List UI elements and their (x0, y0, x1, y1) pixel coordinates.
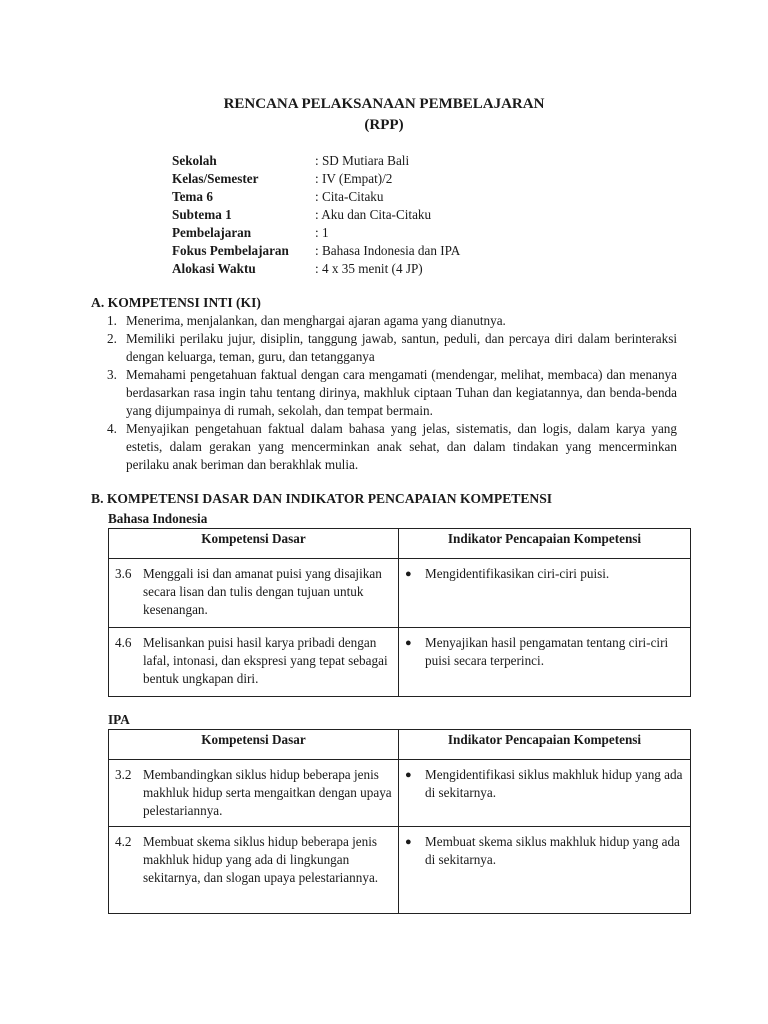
list-item-number: 3. (107, 367, 117, 382)
list-item-number: 1. (107, 313, 117, 328)
identity-row-class (172, 170, 460, 188)
identity-row-school (172, 152, 460, 170)
identity-row-lesson (172, 224, 460, 242)
identity-value: : Bahasa Indonesia dan IPA (315, 243, 461, 258)
column-header-kd: Kompetensi Dasar (109, 529, 399, 559)
kd-text: Melisankan puisi hasil karya pribadi dengan lafal, intonasi, dan ekspresi yang tepat sebagai bentuk ungkapan diri. (143, 635, 388, 686)
list-item-text: Memahami pengetahuan faktual dengan cara mengamati (mendengar, melihat, membaca) dan menanya berdasarkan rasa ingin tahu tentang dirinya, makhluk ciptaan Tuhan dan kegiatannya, dan benda-benda yang dijumpainya di rumah, sekolah, dan tempat bermain. (126, 367, 677, 418)
identity-value: : Cita-Citaku (315, 189, 384, 204)
list-item-text: Memiliki perilaku jujur, disiplin, tanggung jawab, santun, peduli, dan percaya diri dalam berinteraksi dengan keluarga, teman, guru, dan tetangganya (126, 331, 677, 364)
identity-value: : IV (Empat)/2 (315, 171, 393, 186)
indicator-cell (399, 628, 691, 697)
list-item-number: 2. (107, 331, 117, 346)
list-item-text: Menerima, menjalankan, dan menghargai ajaran agama yang dianutnya. (126, 313, 506, 328)
table-row (109, 559, 691, 628)
table-row (109, 827, 691, 914)
core-competency-list (107, 312, 677, 474)
kd-code: 3.6 (115, 566, 132, 581)
indicator-text: Membuat skema siklus makhluk hidup yang ada di sekitarnya. (425, 834, 680, 867)
subject-heading-bahasa: Bahasa Indonesia (108, 511, 208, 526)
identity-label: Alokasi Waktu (172, 261, 256, 276)
indicator-cell (399, 559, 691, 628)
competency-table-bahasa (108, 528, 691, 697)
kd-cell (109, 559, 399, 628)
identity-value: : 1 (315, 225, 329, 240)
indicator-text: Menyajikan hasil pengamatan tentang ciri-ciri puisi secara terperinci. (425, 635, 669, 668)
column-header-indicator: Indikator Pencapaian Kompetensi (399, 730, 691, 760)
kd-code: 4.2 (115, 834, 132, 849)
table-header-row (109, 529, 691, 559)
kd-code: 3.2 (115, 767, 132, 782)
bullet-icon: ● (405, 637, 412, 649)
kd-text: Menggali isi dan amanat puisi yang disajikan secara lisan dan tulis dengan tujuan untuk kesenangan. (143, 566, 382, 617)
kd-cell (109, 628, 399, 697)
list-item (107, 312, 677, 330)
identity-label: Subtema 1 (172, 207, 232, 222)
indicator-text: Mengidentifikasikan ciri-ciri puisi. (425, 566, 610, 581)
list-item (107, 366, 677, 420)
list-item-text: Menyajikan pengetahuan faktual dalam bahasa yang jelas, sistematis, dan logis, dalam karya yang estetis, dalam gerakan yang mencerminkan anak sehat, dan dalam tindakan yang mencerminkan perilaku anak beriman dan berakhlak mulia. (126, 421, 677, 472)
column-header-indicator: Indikator Pencapaian Kompetensi (399, 529, 691, 559)
bullet-icon: ● (405, 836, 412, 848)
kd-text: Membuat skema siklus hidup beberapa jenis makhluk hidup yang ada di lingkungan sekitarnya, dan slogan upaya pelestariannya. (143, 834, 379, 885)
identity-label: Fokus Pembelajaran (172, 243, 289, 258)
identity-value: : 4 x 35 menit (4 JP) (315, 261, 423, 276)
identity-label: Sekolah (172, 153, 217, 168)
identity-row-time (172, 260, 460, 278)
list-item (107, 330, 677, 366)
kd-code: 4.6 (115, 635, 132, 650)
kd-cell (109, 827, 399, 914)
competency-table-ipa (108, 729, 691, 914)
list-item-number: 4. (107, 421, 117, 436)
section-b-heading: B. KOMPETENSI DASAR DAN INDIKATOR PENCAPAIAN KOMPETENSI (91, 491, 553, 506)
document-title: RENCANA PELAKSANAAN PEMBELAJARAN (223, 96, 545, 112)
column-header-kd: Kompetensi Dasar (109, 730, 399, 760)
indicator-cell (399, 827, 691, 914)
document-subtitle: (RPP) (364, 117, 404, 133)
identity-row-focus (172, 242, 460, 260)
identity-label: Kelas/Semester (172, 171, 259, 186)
identity-label: Pembelajaran (172, 225, 252, 240)
identity-value: : SD Mutiara Bali (315, 153, 410, 168)
section-a-heading: A. KOMPETENSI INTI (KI) (91, 295, 261, 310)
kd-text: Membandingkan siklus hidup beberapa jenis makhluk hidup serta mengaitkan dengan upaya pelestariannya. (143, 767, 392, 818)
identity-value: : Aku dan Cita-Citaku (315, 207, 432, 222)
identity-row-theme (172, 188, 460, 206)
identity-label: Tema 6 (172, 189, 213, 204)
table-row (109, 628, 691, 697)
bullet-icon: ● (405, 769, 412, 781)
table-header-row (109, 730, 691, 760)
table-row (109, 760, 691, 827)
indicator-text: Mengidentifikasi siklus makhluk hidup yang ada di sekitarnya. (425, 767, 683, 800)
list-item (107, 420, 677, 474)
subject-heading-ipa: IPA (108, 712, 130, 727)
bullet-icon: ● (405, 568, 412, 580)
indicator-cell (399, 760, 691, 827)
identity-block (172, 152, 460, 278)
identity-row-subtheme (172, 206, 460, 224)
kd-cell (109, 760, 399, 827)
